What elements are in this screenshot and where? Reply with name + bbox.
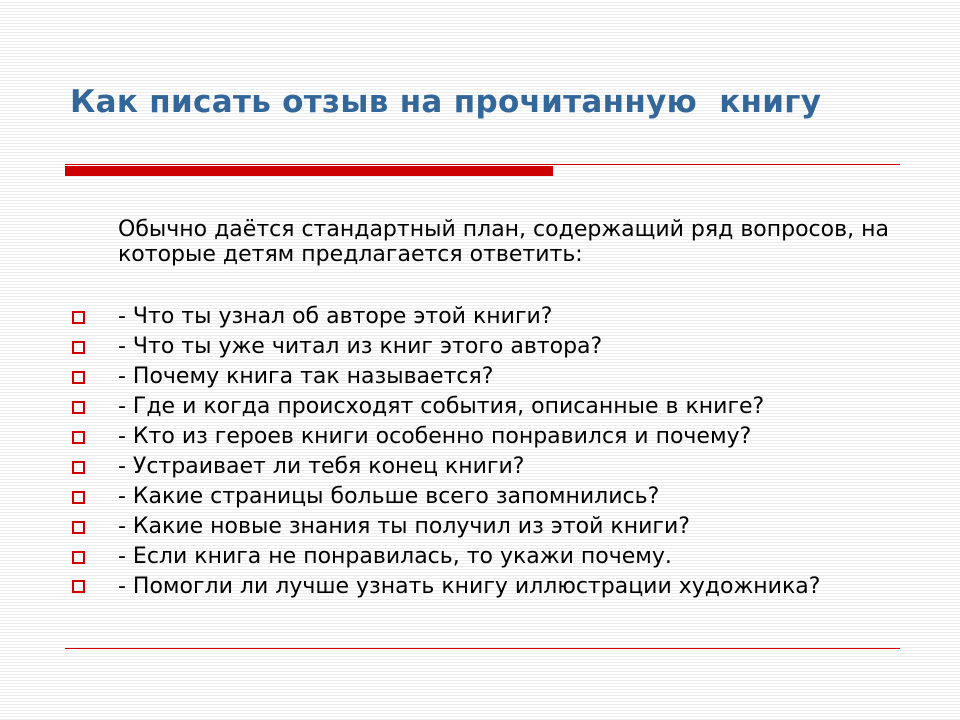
question-item bbox=[68, 362, 908, 392]
question-text: - Какие страницы больше всего запомнились? bbox=[118, 484, 660, 509]
question-text: - Если книга не понравилась, то укажи почему. bbox=[118, 544, 672, 569]
question-item bbox=[68, 302, 908, 332]
bottom-divider bbox=[65, 648, 900, 649]
question-item bbox=[68, 512, 908, 542]
question-text: - Кто из героев книги особенно понравился и почему? bbox=[118, 424, 752, 449]
question-item bbox=[68, 482, 908, 512]
question-item bbox=[68, 542, 908, 572]
hollow-square-icon bbox=[72, 401, 85, 414]
question-text: - Что ты уже читал из книг этого автора? bbox=[118, 334, 603, 359]
question-list bbox=[68, 302, 908, 600]
question-text: - Что ты узнал об авторе этой книги? bbox=[118, 304, 553, 329]
question-text: - Где и когда происходят события, описанные в книге? bbox=[118, 394, 765, 419]
hollow-square-icon bbox=[72, 551, 85, 564]
question-text: - Какие новые знания ты получил из этой книги? bbox=[118, 514, 690, 539]
intro-text: Обычно даётся стандартный план, содержащий ряд вопросов, на которые детям предлагается ответить: bbox=[118, 217, 889, 267]
hollow-square-icon bbox=[72, 580, 85, 593]
title-underline-thick bbox=[65, 166, 553, 176]
hollow-square-icon bbox=[72, 311, 85, 324]
slide-title: Как писать отзыв на прочитанную книгу bbox=[70, 84, 822, 120]
hollow-square-icon bbox=[72, 341, 85, 354]
hollow-square-icon bbox=[72, 461, 85, 474]
question-text: - Помогли ли лучше узнать книгу иллюстрации художника? bbox=[118, 574, 821, 599]
question-item bbox=[68, 392, 908, 422]
question-item bbox=[68, 332, 908, 362]
question-item bbox=[68, 422, 908, 452]
hollow-square-icon bbox=[72, 431, 85, 444]
question-item bbox=[68, 572, 908, 600]
question-item bbox=[68, 452, 908, 482]
title-underline-thin bbox=[65, 164, 900, 165]
question-text: - Устраивает ли тебя конец книги? bbox=[118, 454, 525, 479]
hollow-square-icon bbox=[72, 521, 85, 534]
hollow-square-icon bbox=[72, 371, 85, 384]
question-text: - Почему книга так называется? bbox=[118, 364, 494, 389]
hollow-square-icon bbox=[72, 491, 85, 504]
